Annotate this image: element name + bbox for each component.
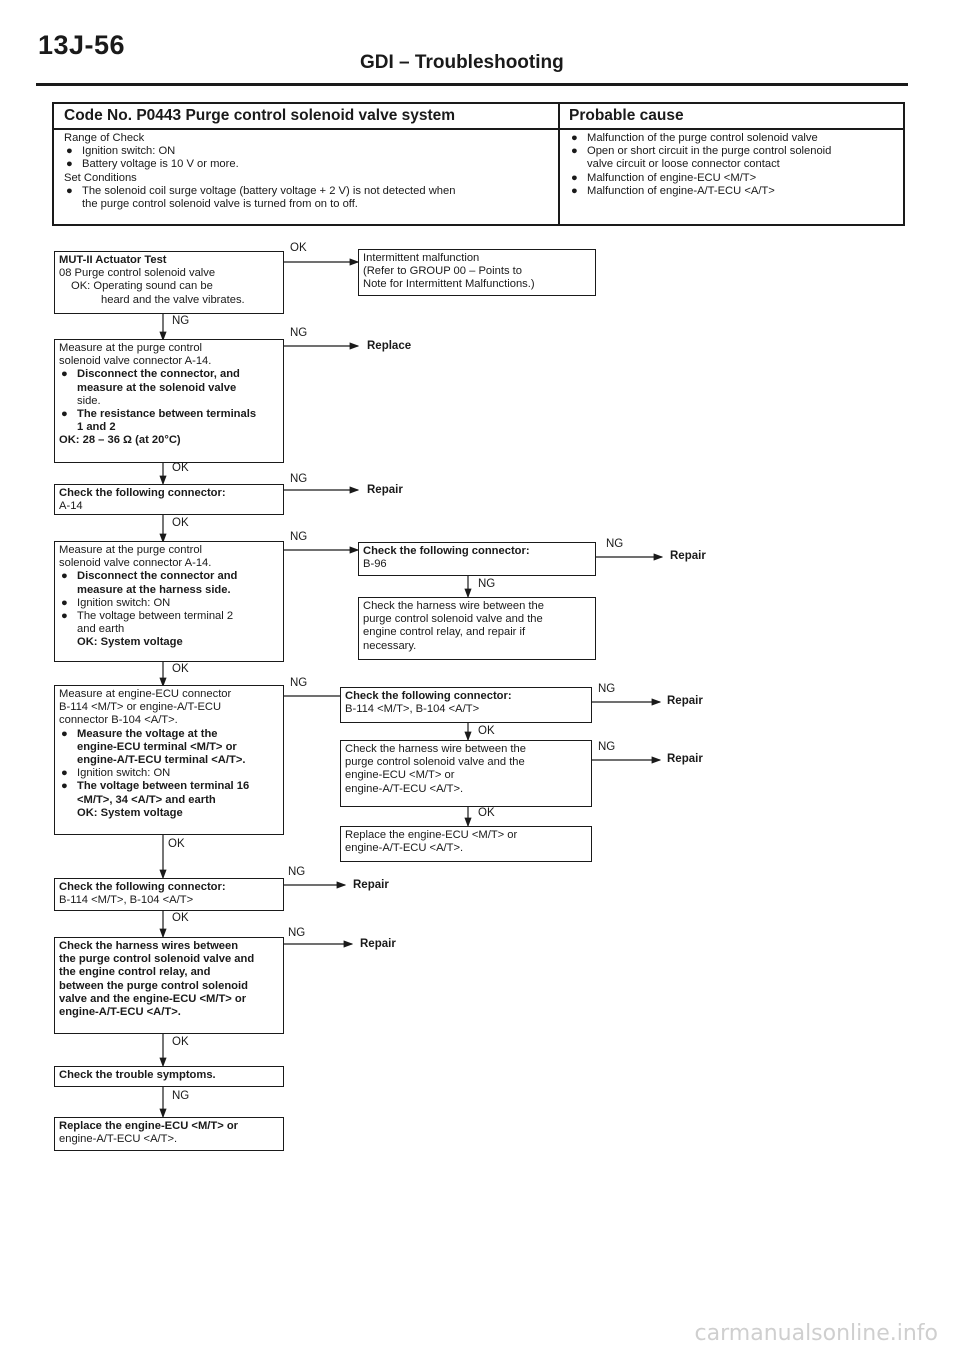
ng-label: NG [290,327,308,339]
range-item: ● Battery voltage is 10 V or more. [66,158,239,171]
probable-cause-title: Probable cause [569,107,684,124]
ng-label: NG [288,927,306,939]
ok-label: OK [478,725,495,737]
actuator-test-box: MUT-II Actuator Test 08 Purge control solenoid valve OK: Operating sound can be heard and the valve vibrates. [54,251,284,314]
ok-label: OK [478,807,495,819]
cause-item: ● Malfunction of the purge control solenoid valve [571,132,818,144]
intermittent-malfunction-box: Intermittent malfunction (Refer to GROUP 00 – Points to Note for Intermittent Malfunctions.) [358,249,596,296]
replace-ecu-box: Replace the engine-ECU <M/T> or engine-A/T-ECU <A/T>. [54,1117,284,1151]
cause-item: ● Open or short circuit in the purge control solenoid [571,145,832,158]
trouble-symptoms-box: Check the trouble symptoms. [54,1066,284,1087]
ecu-voltage-check-box: Measure at engine-ECU connector B-114 <M/T> or engine-A/T-ECU connector B-104 <A/T>. ● Measure the voltage at the engine-ECU terminal <M/T> or engine-A/T-ECU terminal <A/T>. ● Ignition switch: ON ● The voltage between terminal 16 <M/T>, 34 <A/T> and earth OK: System voltage [54,685,284,835]
harness-ecu-check-box: Check the harness wire between the purge control solenoid valve and the engine-ECU <M/T> or engine-A/T-ECU <A/T>. [340,740,592,807]
ng-label: NG [288,866,306,878]
repair-result: Repair [360,938,396,950]
harness-relay-check-box: Check the harness wire between the purge control solenoid valve and the engine control relay, and repair if necessary. [358,597,596,660]
ok-label: OK [172,912,189,924]
voltage-check-box: Measure at the purge control solenoid valve connector A-14. ● Disconnect the connector and measure at the harness side. ● Ignition switch: ON ● The voltage between terminal 2 and earth OK: System voltage [54,541,284,662]
ok-label: OK [172,1036,189,1048]
repair-result: Repair [353,879,389,891]
cause-item: ● Malfunction of engine-A/T-ECU <A/T> [571,184,775,197]
ng-label: NG [172,315,190,327]
repair-result: Repair [670,550,706,562]
ok-label: OK [172,517,189,529]
set-label: Set Conditions [64,171,137,184]
repair-result: Repair [667,753,703,765]
set-item: ● The solenoid coil surge voltage (battery voltage + 2 V) is not detected when [66,184,456,197]
connector-check-b114-right-box: Check the following connector: B-114 <M/T>, B-104 <A/T> [340,687,592,723]
range-item: ● Ignition switch: ON [66,145,176,158]
watermark: carmanualsonline.info [694,1321,938,1346]
ng-label: NG [606,538,624,550]
cause-item: ● Malfunction of engine-ECU <M/T> [571,171,757,184]
repair-result: Repair [367,484,403,496]
repair-result: Repair [667,695,703,707]
connector-check-b96-box: Check the following connector: B-96 [358,542,596,576]
replace-result: Replace [367,340,412,352]
ok-label: OK [172,663,189,675]
ok-label: OK [168,838,185,850]
range-label: Range of Check [64,132,145,144]
section-title: GDI – Troubleshooting [360,52,564,73]
connector-check-b114-box: Check the following connector: B-114 <M/T>, B-104 <A/T> [54,878,284,911]
ng-label: NG [290,677,308,689]
harness-wires-check-box: Check the harness wires between the purge control solenoid valve and the engine control relay, and between the purge control solenoid valve and the engine-ECU <M/T> or engine-A/T-ECU <A/T>. [54,937,284,1034]
ng-label: NG [290,531,308,543]
ng-label: NG [598,741,616,753]
ng-label: NG [598,683,616,695]
connector-check-a14-box: Check the following connector: A-14 [54,484,284,515]
resistance-check-box: Measure at the purge control solenoid valve connector A-14. ● Disconnect the connector, and measure at the solenoid valve side. ● The resistance between terminals 1 and 2 OK: 28 – 36 Ω (at 20°C) [54,339,284,463]
replace-ecu-right-box: Replace the engine-ECU <M/T> or engine-A/T-ECU <A/T>. [340,826,592,862]
ng-label: NG [290,473,308,485]
ng-label: NG [478,578,496,590]
cause-item-continued: valve circuit or loose connector contact [587,158,780,171]
code-title: Code No. P0443 Purge control solenoid valve system [64,107,456,124]
ok-label: OK [172,462,189,474]
ng-label: NG [172,1090,190,1102]
page-number: 13J-56 [38,30,126,60]
set-item-continued: the purge control solenoid valve is turned from on to off. [82,198,358,211]
ok-label: OK [290,242,307,254]
